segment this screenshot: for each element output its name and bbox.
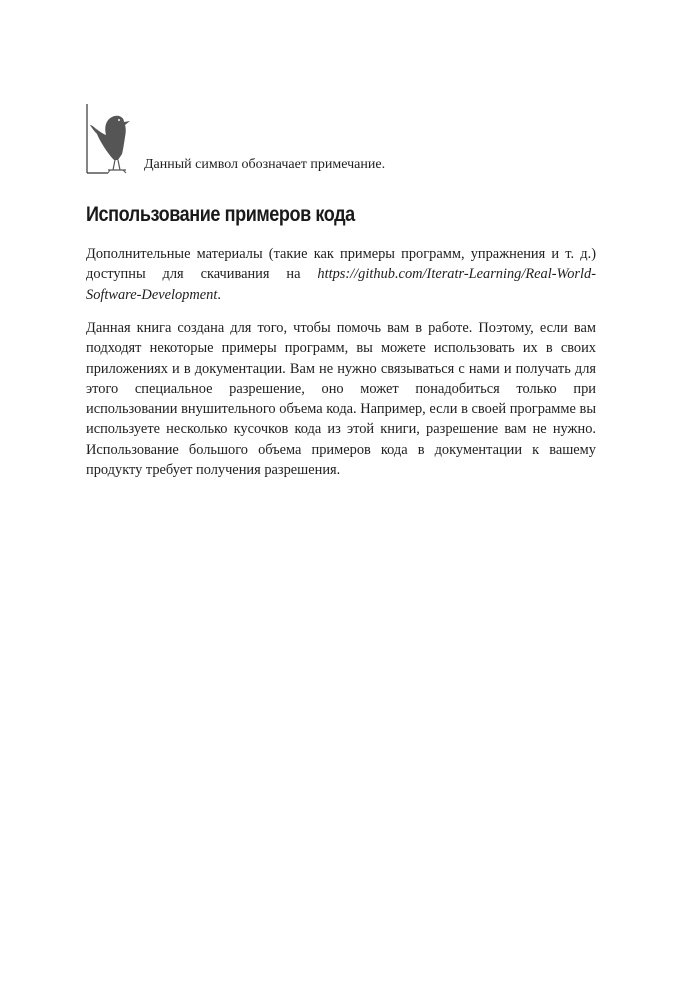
note-block: [86, 104, 385, 174]
paragraph-downloads: [86, 244, 596, 305]
crow-icon: [86, 104, 141, 174]
note-text: Данный символ обозначает примечание.: [144, 157, 386, 172]
section-title: Использование примеров кода: [86, 203, 355, 226]
paragraph-permissions: Данная книга создана для того, чтобы помочь вам в работе. Поэтому, если вам подходят некоторые примеры программ, вы можете использовать их в своих приложениях и в документации. Вам не нужно связываться с нами и получать для этого специальное разрешение, оно может понадобиться только при использовании внушительного объема кода. Например, если в своей программе вы используете несколько кусочков кода из этой книги, разрешение вам не нужно. Использование большого объема примеров кода в документации к вашему продукту требует получения разрешения.: [86, 320, 596, 479]
github-link[interactable]: https://github.com/Iteratr-Learning/Real-World-Software-Development: [86, 266, 596, 303]
paragraph-downloads-end: .: [217, 286, 221, 303]
paragraph-downloads-text: Дополнительные материалы (такие как примеры программ, упражнения и т. д.) доступны для скачивания на: [86, 246, 596, 283]
